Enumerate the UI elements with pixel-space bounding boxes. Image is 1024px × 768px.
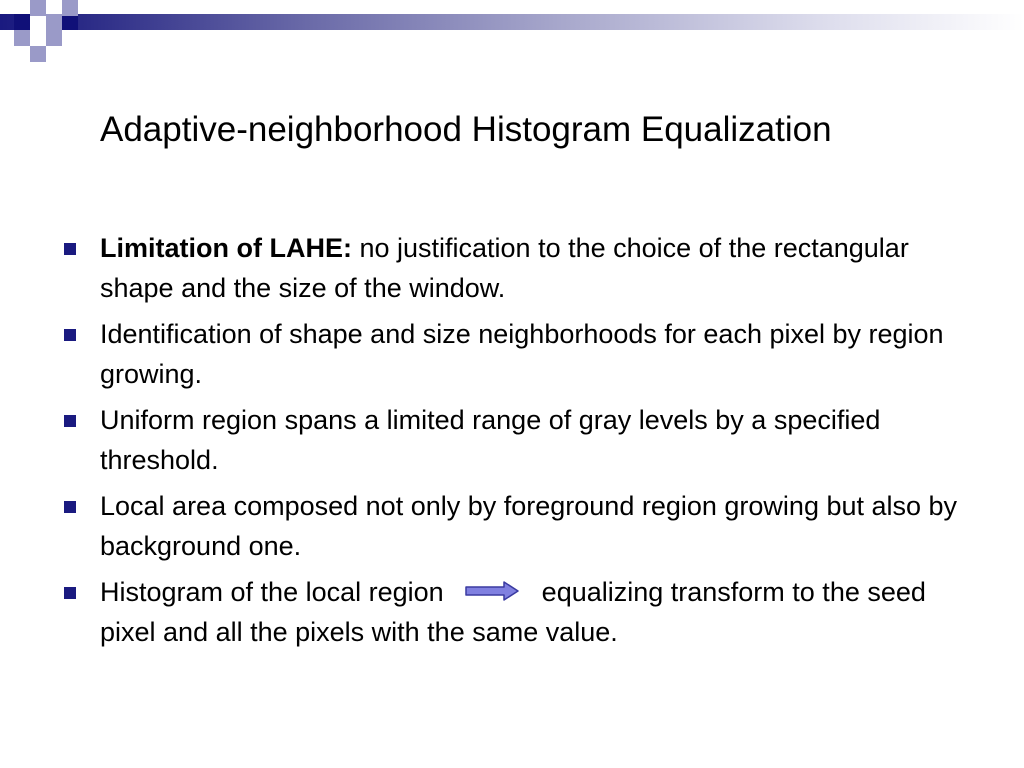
- corner-square: [46, 30, 62, 46]
- bullet-text: no justification to the choice of the rectangular shape and the size of the window.: [100, 233, 909, 303]
- bullet-text-after: equalizing transform to the seed pixel and all the pixels with the same value.: [100, 577, 926, 647]
- square-bullet-icon: [64, 415, 76, 427]
- bullet-text: Uniform region spans a limited range of gray levels by a specified threshold.: [100, 405, 881, 475]
- bullet-item: [62, 228, 962, 308]
- bullet-item: [62, 400, 962, 480]
- square-bullet-icon: [64, 587, 76, 599]
- right-arrow-icon: [464, 581, 520, 601]
- corner-square: [46, 14, 62, 30]
- bullet-item: [62, 314, 962, 394]
- square-bullet-icon: [64, 329, 76, 341]
- bullet-item: [62, 572, 962, 652]
- bullet-bold-lead: Limitation of LAHE:: [100, 233, 352, 263]
- corner-square: [30, 30, 46, 46]
- bullet-text: Identification of shape and size neighborhoods for each pixel by region growing.: [100, 319, 944, 389]
- corner-square: [30, 46, 46, 62]
- bullet-text-before: Histogram of the local region: [100, 577, 444, 607]
- bullet-text: Local area composed not only by foreground region growing but also by background one.: [100, 491, 958, 561]
- corner-square: [30, 14, 46, 30]
- square-bullet-icon: [64, 243, 76, 255]
- slide-title: Adaptive-neighborhood Histogram Equalization: [100, 110, 832, 149]
- bullet-list: [62, 228, 962, 658]
- corner-square: [62, 0, 78, 16]
- corner-square: [14, 30, 30, 46]
- square-bullet-icon: [64, 501, 76, 513]
- corner-square: [30, 0, 46, 16]
- bullet-item: [62, 486, 962, 566]
- corner-square: [14, 14, 30, 30]
- header-gradient-bar: [0, 14, 1024, 30]
- corner-square: [62, 14, 78, 30]
